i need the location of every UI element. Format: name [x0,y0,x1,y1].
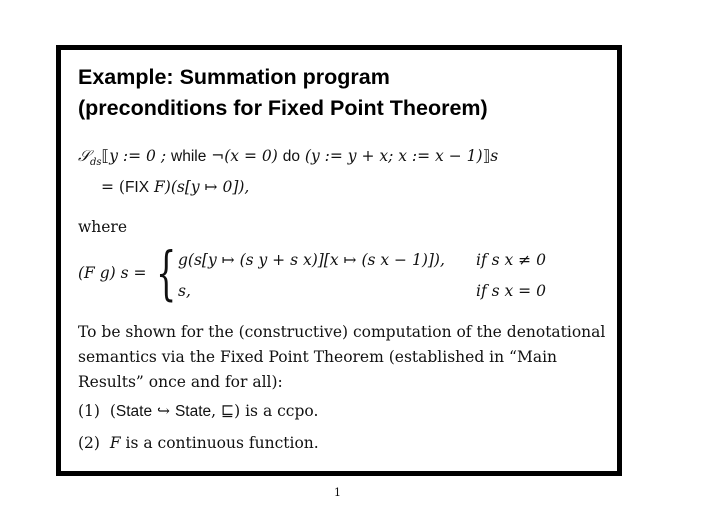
semantics-equation [78,147,498,168]
case1-condition: if s x ≠ 0 [476,251,546,269]
slide-title [78,62,488,124]
item2-rest: is a continuous function. [120,434,319,452]
loop-condition: ¬(x = 0) [206,147,283,165]
fix-keyword: FIX [124,179,150,196]
list-item-2 [78,434,319,452]
explanation-paragraph: To be shown for the (constructive) computation of the denotational semantics via the Fixed Point Theorem (established in “Main Results” once and for all): [78,323,606,391]
do-keyword: do [282,148,300,165]
title-line-1: Example: Summation program [78,65,390,89]
semantic-function: 𝒮 [78,147,90,165]
item1-arrow: ↪ [152,402,175,420]
item1-number: (1) [78,402,100,420]
assign-stmt: y := 0 ; [109,147,171,165]
semantic-subscript: ds [90,157,102,169]
item1-order: , ⊑) [211,402,241,420]
fix-equation [101,178,249,197]
fix-rest: F)(s[y ↦ 0]), [149,178,250,196]
case2-expression: s, [178,282,191,300]
page-number: 1 [334,486,341,499]
item2-number: (2) [78,434,100,452]
loop-body: (y := y + x; x := x − 1) [299,147,483,165]
left-brace: { [156,239,177,307]
title-line-2: (preconditions for Fixed Point Theorem) [78,96,488,120]
case2-condition: if s x = 0 [476,282,546,300]
while-keyword: while [171,148,207,165]
fix-eq: = ( [101,178,125,196]
state-var: s [490,147,499,165]
item1-rest: is a ccpo. [240,402,319,420]
definition-lhs: (F g) s = [78,264,147,282]
item1-state-b: State [174,403,212,420]
list-item-1 [78,402,318,421]
open-bracket: ⟦ [101,147,110,165]
close-bracket: ⟧ [482,147,491,165]
case1-expression: g(s[y ↦ (s y + s x)][x ↦ (s x − 1)]), [178,251,445,269]
item2-f: F [109,434,121,452]
item1-state-a: State [115,403,153,420]
item1-open: ( [109,402,116,420]
where-label: where [78,218,128,236]
